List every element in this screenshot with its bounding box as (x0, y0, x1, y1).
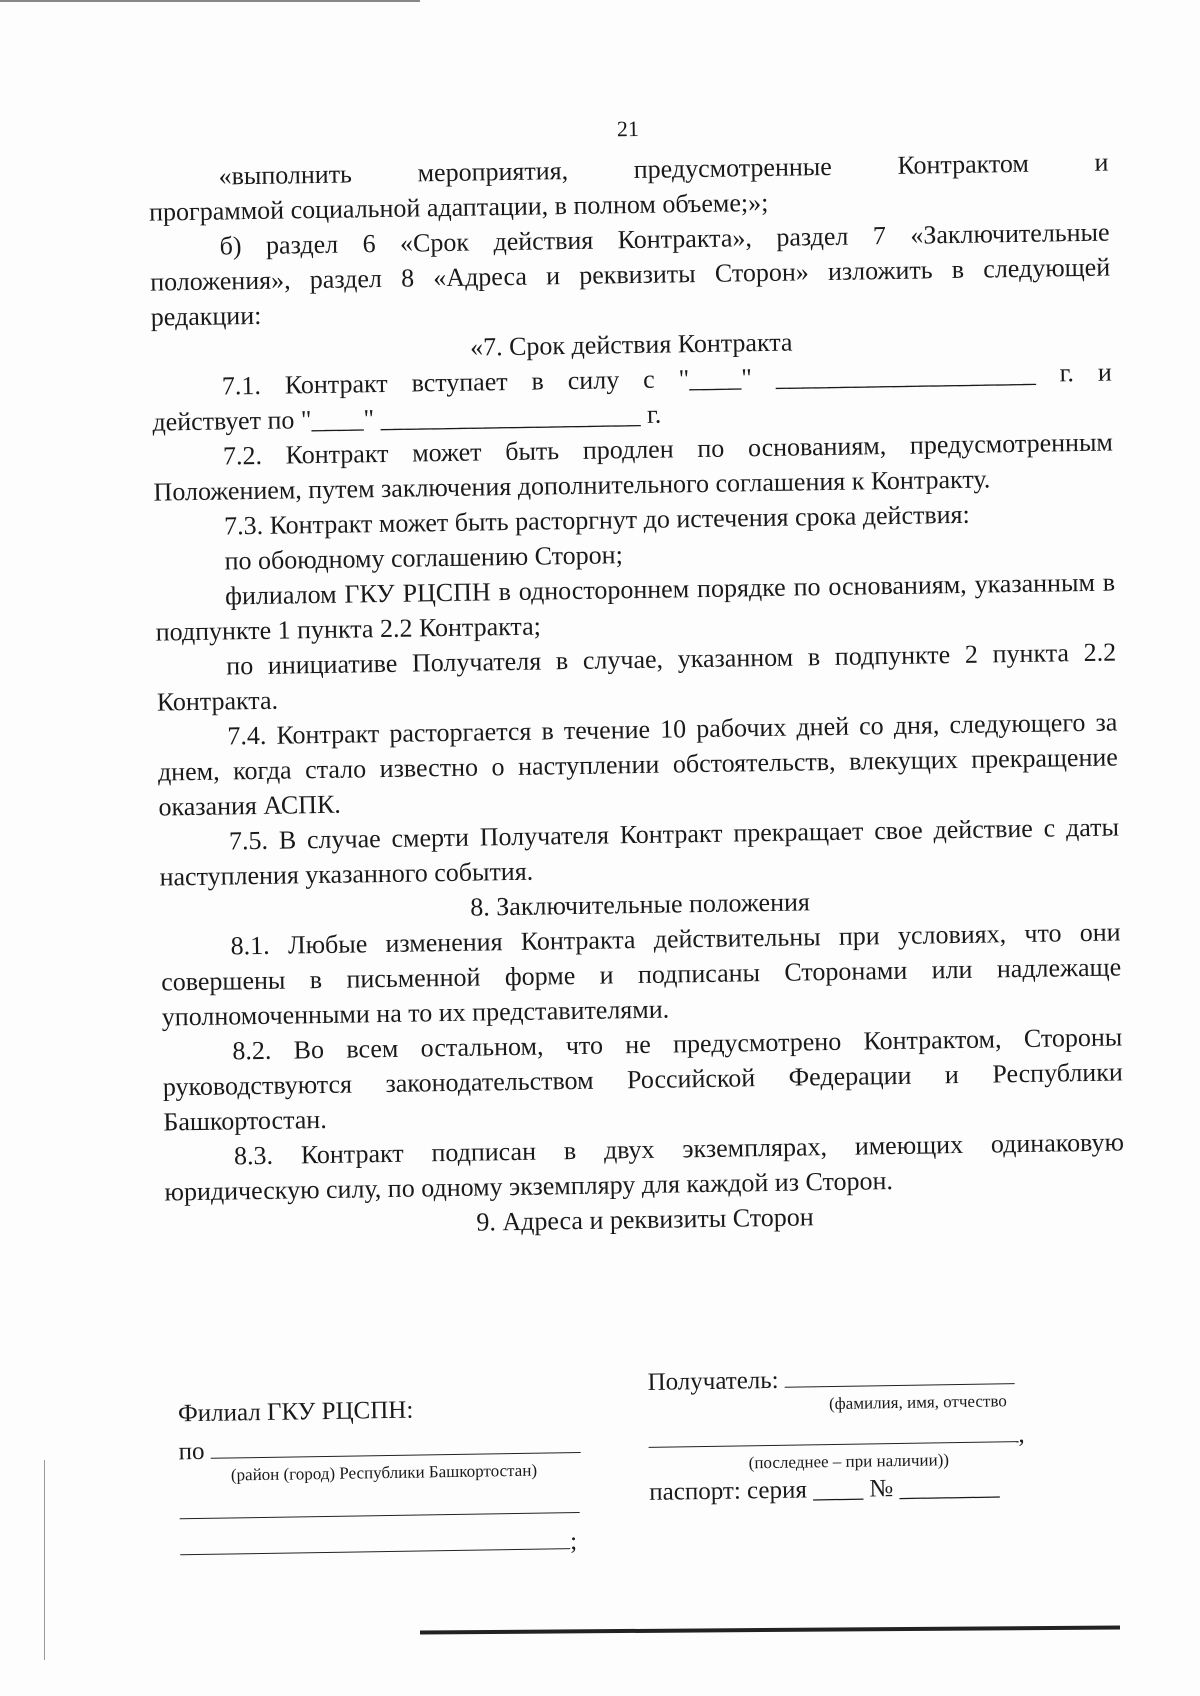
paragraph-7-3a: по обоюдному соглашению Сторон; (224, 540, 624, 576)
paragraph-8-2: 8.2. Во всем остальном, что не предусмотрено Контрактом, Стороны руководствуются законодательством Российской Федерации и Республики Башкортостан. (162, 1022, 1123, 1137)
paragraph-7-2: 7.2. Контракт может быть продлен по основаниям, предусмотренным Положением, путем заключения дополнительного соглашения к Контракту. (153, 427, 1114, 507)
left-title: Филиал ГКУ РЦСПН: (177, 1396, 414, 1428)
paragraph-7-1a: 7.1. Контракт вступает в силу с "____" ____________________ г. и (221, 357, 1112, 401)
page-number: 21 (616, 115, 640, 142)
right-name-line-2 (648, 1417, 1018, 1448)
scan-edge-mark-left (44, 1460, 45, 1660)
left-line-row-1 (179, 1488, 589, 1526)
paragraph-7-4: 7.4. Контракт расторгается в течение 10 рабочих дней со дня, следующего за днем, когда стало известно о наступлении обстоятельств, влекущих прекращение оказания АСПК. (157, 707, 1119, 822)
paragraph-p2: б) раздел 6 «Срок действия Контракта», раздел 7 «Заключительные положения», раздел 8 «Адреса и реквизиты Сторон» изложить в следующей редакции: (150, 217, 1111, 332)
paragraph-7-5: 7.5. В случае смерти Получателя Контракт прекращает свое действие с даты наступления указанного события. (159, 812, 1120, 892)
left-semicolon: ; (569, 1528, 578, 1556)
scan-edge-mark (0, 0, 420, 2)
signature-right (647, 1359, 1049, 1507)
paragraph-8-3: 8.3. Контракт подписан в двух экземплярах, имеющих одинаковую юридическую силу, по одному экземпляру для каждой из Сторон. (164, 1127, 1125, 1207)
paragraph-7-3: 7.3. Контракт может быть расторгнут до истечения срока действия: (223, 499, 970, 541)
right-title: Получатель: (647, 1366, 779, 1396)
right-caption-2: (последнее – при наличии)) (748, 1450, 950, 1473)
paragraph-8-1: 8.1. Любые изменения Контракта действительны при условиях, что они совершены в письменной форме и подписаны Сторонами или надлежаще уполномоченными на то их представителями. (161, 917, 1122, 1032)
left-address-line-1 (179, 1488, 579, 1519)
left-address-line-2 (180, 1524, 570, 1555)
right-title-row (647, 1359, 1048, 1417)
left-line-row-2 (180, 1524, 590, 1562)
right-comma: , (1018, 1421, 1025, 1449)
left-district-line (210, 1428, 580, 1459)
left-po-label: по (178, 1437, 205, 1466)
left-caption: (район (город) Республики Башкортостан) (230, 1460, 538, 1485)
right-caption-1: (фамилия, имя, отчество (828, 1391, 1007, 1414)
scan-edge-mark-bottom (420, 1626, 1120, 1635)
left-po-row (178, 1428, 589, 1486)
right-name-line (785, 1359, 1015, 1388)
paragraph-p1a: «выполнить мероприятия, предусмотренные Контрактом и (218, 147, 1109, 191)
signature-block (168, 1366, 1128, 1556)
paragraph-7-3c: по инициативе Получателя в случае, указанном в подпункте 2 пункта 2.2 Контракта. (156, 637, 1117, 717)
right-line-row (648, 1417, 1049, 1475)
signature-left (178, 1386, 591, 1562)
heading-section-9: 9. Адреса и реквизиты Сторон (476, 1202, 814, 1237)
heading-section-8: 8. Заключительные положения (470, 887, 811, 922)
passport-row: паспорт: серия ____ № ________ (649, 1473, 1000, 1506)
paragraph-7-3b: филиалом ГКУ РЦСПН в одностороннем порядке по основаниям, указанным в подпункте 1 пункта 2.2 Контракта; (155, 567, 1116, 647)
paragraph-7-1b: действует по "____" ____________________ г. (152, 399, 662, 437)
document-body (148, 145, 1125, 1245)
heading-section-7: «7. Срок действия Контракта (469, 327, 793, 362)
paragraph-p1b: программой социальной адаптации, в полном объеме;»; (148, 187, 769, 227)
